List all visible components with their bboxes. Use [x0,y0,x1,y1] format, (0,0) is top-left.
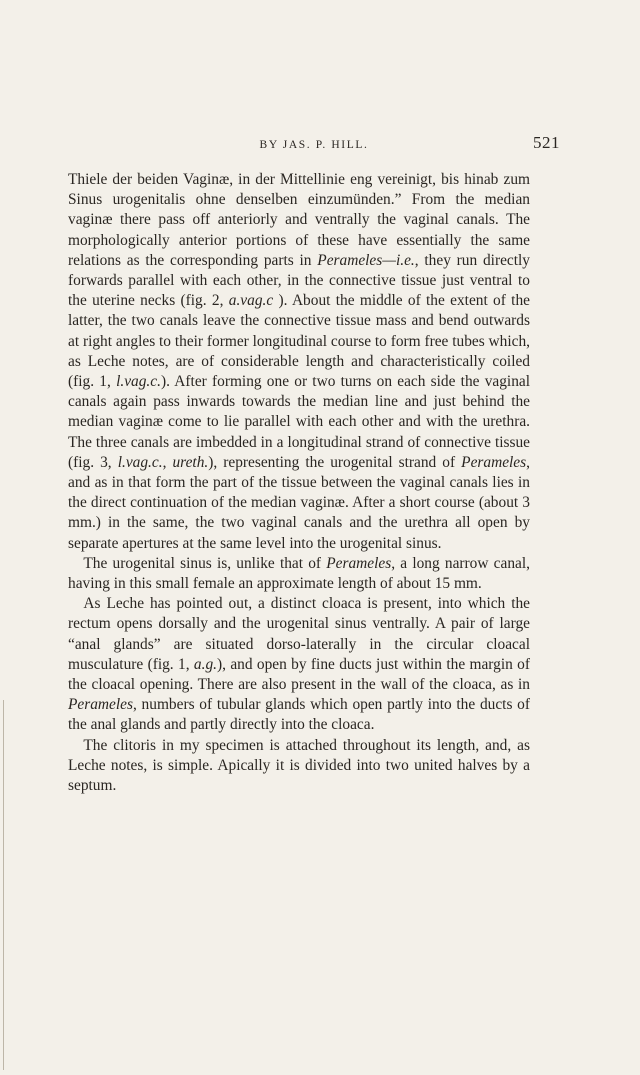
text-run: Thiele der beiden Vaginæ, in der Mittellinie eng vereinigt, bis hinab zum Sinus urogenitalis ohne denselben einzumünden.” From the median vaginæ there pass off anteriorly and ventrally the vaginal canals. The morphologically anterior portions of these have essentially the same relations as the corresponding parts in [68,171,530,269]
paragraph [68,594,530,735]
text-run: , a long narrow canal, having in this small female an approximate length of about 15 mm. [68,554,530,593]
italic-text: l.vag.c. [116,373,161,391]
italic-text: ureth. [172,453,209,471]
paragraph [68,736,530,797]
text-run: , numbers of tubular glands which open partly into the ducts of the anal glands and partly directly into the cloaca. [68,696,530,734]
text-run: The urogenital sinus is, unlike that of [83,554,327,572]
text-run: ), and open by fine ducts just within the margin of the cloacal opening. There are also present in the wall of the cloaca, as in [68,655,530,694]
page-header [68,133,560,155]
paragraph [68,554,530,594]
page-edge-line [3,700,4,1070]
italic-text: Perameles [68,696,133,714]
italic-text: l.vag.c. [117,453,163,471]
italic-text: a.g. [193,655,217,673]
text-run: , and as in that form the part of the tissue between the vaginal canals lies in the direct continuation of the median vaginæ. After a short course (about 3 mm.) in the same, the two vaginal canals and the urethra all open by separate apertures at the same level into the urogenital sinus. [68,453,530,552]
italic-text: Perameles [326,554,392,572]
page-number: 521 [533,133,560,152]
text-run: As Leche has pointed out, a distinct cloaca is present, into which the rectum opens dorsally and the urogenital sinus ventrally. A pair of large “anal glands” are situated dorso-laterally in the circular cloacal musculature (fig. 1, [68,595,530,673]
text-run: , [162,453,173,471]
text-run: The clitoris in my specimen is attached throughout its length, and, as Leche notes, is simple. Apically it is divided into two united halves by a septum. [68,736,530,795]
running-head: BY JAS. P. HILL. [259,139,369,151]
paragraph [68,170,530,554]
italic-text: Perameles [461,453,527,471]
text-run: ). About the middle of the extent of the latter, the two canals leave the connective tissue mass and bend outwards at right angles to their former longitudinal course to form free tubes which, as Leche notes, are of considerable length and characteristically coiled (fig. 1, [68,292,531,391]
text-run: , they run directly forwards parallel with each other, in the connective tissue just ventral to the uterine necks (fig. 2, [68,251,530,310]
italic-text: a.vag.c [228,292,274,310]
text-run: ). After forming one or two turns on each side the vaginal canals again pass inwards towards the median line and just behind the median vaginæ come to lie parallel with each other and with the urethra. The three canals are imbedded in a longitudinal strand of connective tissue (fig. 3, [68,373,531,471]
text-run: ), representing the urogenital strand of [208,453,462,471]
italic-text: Perameles—i.e. [317,251,415,269]
body-text [68,170,530,796]
